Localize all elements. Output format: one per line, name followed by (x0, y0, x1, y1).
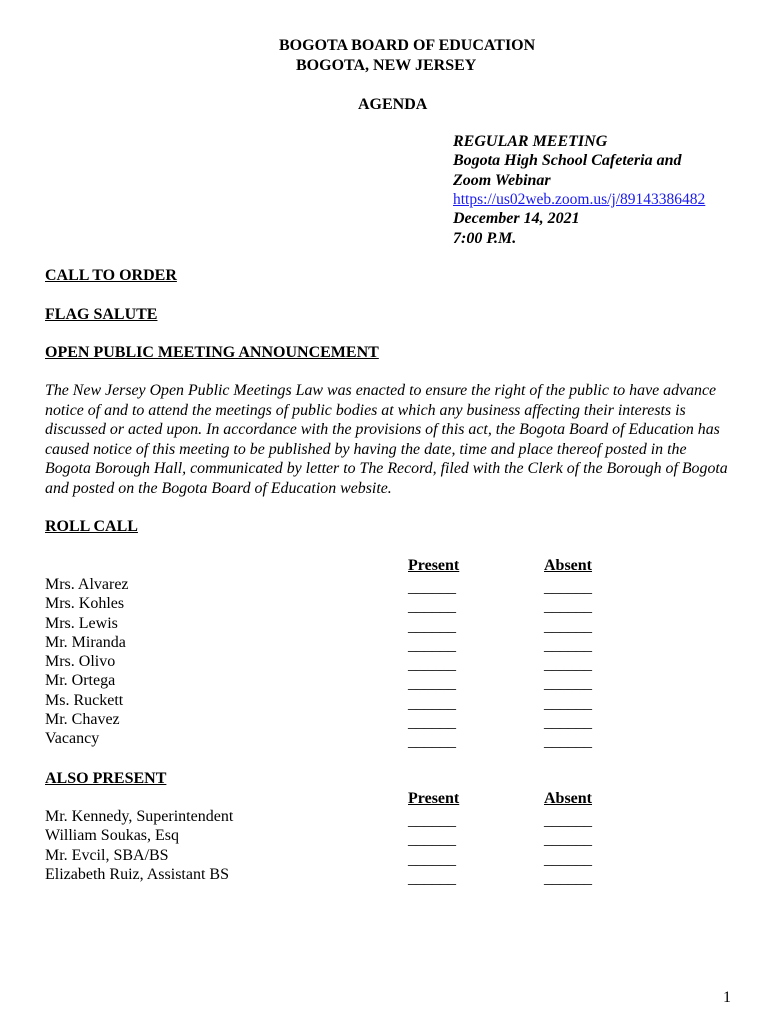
roll-call-absent-column (544, 556, 592, 752)
member-name: Mr. Chavez (45, 711, 120, 729)
absent-blank-line: ______ (544, 869, 592, 887)
zoom-link[interactable]: https://us02web.zoom.us/j/89143386482 (453, 191, 706, 208)
member-name: Mr. Miranda (45, 633, 126, 651)
member-name: Vacancy (45, 730, 100, 748)
page-number: 1 (723, 989, 731, 1006)
absent-blank-line: ______ (544, 636, 592, 654)
org-location: BOGOTA, NEW JERSEY (296, 57, 477, 74)
member-name: Mr. Ortega (45, 672, 116, 690)
present-blank-line: ______ (408, 714, 456, 732)
meeting-venue-line2: Zoom Webinar (453, 172, 551, 189)
present-blank-line: ______ (408, 694, 456, 712)
heading-call-to-order: CALL TO ORDER (45, 267, 177, 284)
also-present-present-column (408, 789, 459, 888)
member-name: Mrs. Lewis (45, 614, 118, 632)
member-name: Mrs. Olivo (45, 653, 116, 671)
heading-flag-salute: FLAG SALUTE (45, 306, 158, 323)
present-blank-line: ______ (408, 617, 456, 635)
present-header: Present (408, 790, 460, 807)
present-blank-line: ______ (408, 812, 456, 829)
absent-blank-line: ______ (544, 617, 592, 635)
absent-blank-line: ______ (544, 733, 592, 751)
absent-blank-line: ______ (544, 812, 592, 829)
meeting-time: 7:00 P.M. (453, 230, 517, 247)
absent-header: Absent (544, 557, 593, 574)
present-blank-line: ______ (408, 598, 456, 616)
absent-blank-line: ______ (544, 675, 592, 693)
heading-open-public-meeting: OPEN PUBLIC MEETING ANNOUNCEMENT (45, 344, 379, 361)
meeting-date: December 14, 2021 (453, 210, 580, 227)
absent-blank-line: ______ (544, 694, 592, 712)
member-name: Elizabeth Ruiz, Assistant BS (45, 865, 229, 883)
present-blank-line: ______ (408, 831, 456, 849)
org-title: BOGOTA BOARD OF EDUCATION (279, 37, 536, 54)
absent-blank-line: ______ (544, 579, 592, 596)
member-name: Mr. Kennedy, Superintendent (45, 808, 234, 825)
present-header: Present (408, 557, 460, 574)
absent-blank-line: ______ (544, 831, 592, 849)
also-present-absent-column (544, 789, 592, 888)
heading-also-present: ALSO PRESENT (45, 770, 167, 787)
present-blank-line: ______ (408, 675, 456, 693)
member-name: Mrs. Kohles (45, 595, 125, 613)
absent-blank-line: ______ (544, 656, 592, 674)
member-name: Mrs. Alvarez (45, 576, 129, 593)
present-blank-line: ______ (408, 579, 456, 596)
opma-paragraph: The New Jersey Open Public Meetings Law was enacted to ensure the right of the public to have advance notice of and to attend the meetings of public bodies at which any business affecting their interests is discussed or acted upon. In accordance with the provisions of this act, the Bogota Board of Education has caused notice of this meeting to be published by having the date, time and place thereof posted in the Bogota Borough Hall, communicated by letter to The Record, filed with the Clerk of the Borough of Bogota and posted on the Bogota Board of Education website. (45, 382, 728, 497)
absent-blank-line: ______ (544, 714, 592, 732)
meeting-venue-line1: Bogota High School Cafeteria and (453, 152, 682, 169)
present-blank-line: ______ (408, 850, 456, 868)
absent-header: Absent (544, 790, 593, 807)
member-name: Mr. Evcil, SBA/BS (45, 846, 169, 864)
present-blank-line: ______ (408, 869, 456, 887)
present-blank-line: ______ (408, 733, 456, 751)
heading-roll-call: ROLL CALL (45, 518, 138, 535)
absent-blank-line: ______ (544, 598, 592, 616)
meeting-type: REGULAR MEETING (453, 133, 608, 150)
doc-type: AGENDA (358, 96, 428, 113)
roll-call-names (45, 575, 129, 749)
member-name: William Soukas, Esq (45, 827, 180, 845)
also-present-names (45, 807, 233, 884)
absent-blank-line: ______ (544, 850, 592, 868)
member-name: Ms. Ruckett (45, 691, 124, 709)
present-blank-line: ______ (408, 636, 456, 654)
present-blank-line: ______ (408, 656, 456, 674)
roll-call-present-column (408, 556, 459, 752)
